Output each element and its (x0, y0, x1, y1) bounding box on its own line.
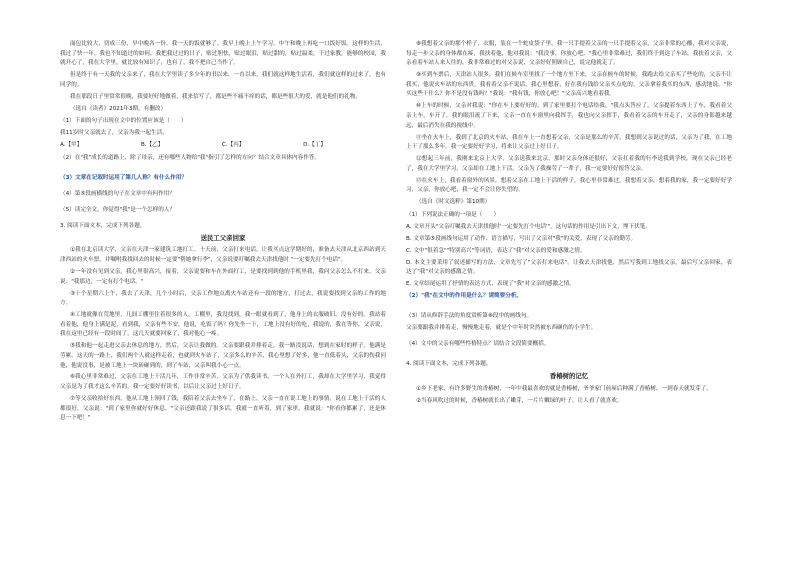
next-story-paragraph: ①乡下老家，有许多野生的香椿树，一年中我最喜欢的就是香椿树，爷爷家门前屋后种满了香椿树，一到春天就发芽了。 (416, 385, 712, 392)
question-2: （2）"我"在文中的作用是什么？请简要分析。 (406, 293, 523, 300)
option-c[interactable]: C. 文中"很着急""特别高兴"等词语，表达了"我"对父亲的爱和感激之情。 (406, 247, 586, 254)
question-1-sentence: 我11岁时父亲就去了，父亲为我一起生活。 (60, 130, 168, 137)
question-4: （4）第⑤段画横线的句子在文章中有何作用？ (60, 190, 175, 197)
next-story-title: 香椿树的记忆 (549, 372, 589, 381)
story-paragraph: ⑬在火车上，我看着窗外的风景，想着父亲在工地上干活的样子，我心里非常难过，我想着父亲，想着我的家，我一定要好好学习，父亲，你放心吧，我一定不会让你失望的。 (406, 177, 732, 194)
question-4: （4）文中的父亲有哪些性格特点？请结合文段简要概括。 (406, 341, 550, 348)
story-paragraph: ③十个星期六上午，我去了天津，几个小时后，父亲工作地点离火车站还有一段的地方，打过去，我说要找到父亲的工作的地方。 (60, 290, 386, 307)
question-1-options (60, 141, 386, 151)
reading-intro: 3. 阅读下面文本，完成下列各题。 (60, 222, 146, 229)
story-source: （选自《时文选粹》第10期） (416, 199, 491, 206)
reading-intro: 4. 阅读下面文本，完成下列各题。 (406, 361, 492, 368)
option-d[interactable]: D.【丁】 (303, 142, 326, 149)
passage-paragraph: 面包比较大，切成三份，早中晚各一份。我一天的饭就够了。我早上晚上上午学习，中午和晚上再吃一口饭好饭。这样的生活，我过了快一年。我也不知道过的如何，我把我过过的日子，贴过胆怯，贴过眼泪，贴过甜的，贴过温柔，干过家教，能够的校园，我就开心了，我在大学里，就比较有知识了，也有了，我不把自己当作了。 (60, 41, 386, 67)
story-paragraph: ⑫想起三年前，我刚来北京上大学，父亲送我来北京，那时父亲身体还很好，父亲扛着我的行李送我到学校，现在父亲已经老了，我在大学里学习，父亲却在工地上干活，父亲为了我操劳了一辈子，我一定要好好报答父亲。 (406, 156, 732, 172)
answer-space (60, 166, 386, 174)
story-paragraph: ⑧我想着父亲的那个样子，衣服，装在一个蛇皮袋子里，我一只手提着父亲的一只手提着父亲，父亲非常的心酸，我对父亲说，每走一步父亲的身体都在疼，我扶着他，他对我说："我没事，你放心吧。"我心里非常难过，我们终于到达了车站，我扶着父亲，父亲看着车站人来人往的，我非常难过的对父亲说，父亲好好照顾自己，说完他就走了。 (406, 41, 732, 67)
option-a[interactable]: A. 文章开头"父亲叮嘱我去天津找他时'一定要先打个电话'"，这句话的作用是引出下文，埋下伏笔。 (406, 223, 651, 230)
right-column (406, 40, 732, 409)
question-3: （3）请从修辞手法的角度赏析第⑧段中的画线句。 (406, 313, 533, 320)
passage-paragraph: 但是终于有一天我的父亲来了，我在大学里读了多少年的书以来，一直以来，我们就这样地生活着，我们就这样的过来了，也有同学的。 (60, 72, 386, 88)
story-paragraph: ④工地就像在荒地里，几间工棚里住着很多的人，工棚里，我没找到，我一眼就看到了，他身上的衣服破旧，没有好的。我站着看着他，他身上满是泥，看到我，父亲有些不安，他说，吃饭了吗？你先坐一下，工地上没有好的吃，我说的，我在等你。父亲说，我在这里已经有一段时间了，这几天就要回家了，我对他心一疼。 (60, 312, 386, 338)
option-d[interactable]: D. 本文主要采用了叙述描写的方法，文章先写了"父亲打来电话"，让我去天津找他，然后写我到工地找父亲，最后写父亲回家，表达了"我"对父亲的感激之情。 (406, 259, 732, 276)
question-2: （2）在"我"成长的道路上，除了母亲，还有哪些人物给"我"指引了怎样的方向？结合文章具体内容作答。 (60, 154, 320, 161)
question-5: （5）读完全文，你觉得"我"是一个怎样的人？ (60, 206, 175, 213)
question-1: （1）下面的句子出现在文中的位置应该是（ ） (60, 118, 187, 125)
story-paragraph: ⑤我和他一起走进父亲去休息的地方，然后，父亲让我做的。父亲要跟我并排着走，我一路没说话，想到在家时的样子，他满是劳累。这天的一路上，我们两个人就这样走着，也就到火车站了，父亲多么的辛苦，我心里想了好多，他一直低着头，父亲的伤我问他，他说没事，是被工地上一块砖砸到的，到了车站，父亲叫我小心一点。 (60, 343, 386, 369)
option-c[interactable]: C.【丙】 (221, 142, 245, 149)
option-b[interactable]: B. 文章第⑤段画线句运用了动作、语言描写，写出了父亲对"我"的关爱，表现了父亲的勤劳。 (406, 235, 637, 242)
option-e[interactable]: E. 文章结尾运用了抒情的表达方式，表现了"我"对父亲的感激之情。 (406, 281, 575, 288)
answer-space (406, 304, 732, 312)
question-1: （1）下列说法正确的一项是（ ） (406, 211, 500, 218)
option-b[interactable]: B.【乙】 (140, 142, 164, 149)
story-paragraph: ②一年没有见到父亲，我心里很高兴，接着，父亲说要和车在外面打工，是要找到到他的手机里我，我问父亲怎么不打来，父亲说："我那边，一定有打个电话。" (60, 268, 386, 285)
story-paragraph: ⑦等父亲收拾好东西，他从工地上领回了钱，我陪着父亲去坐车了，在路上，父亲一直在说工地上的事情，说在工地上干活的人都很好，父亲说："到了家里你就好好休息。"父亲还跟我说了很多话，我就一直听着，到了家里，我就说："你看你都累了，还是休息一下吧！" (60, 396, 386, 422)
story-paragraph: ⑩上车的时候，父亲对我说："你在车上要好好的，到了家里要打个电话给我。"我点头答应了，父亲提着东西上了车，我看着父亲上车，车开了，我的眼泪流了下来，父亲一直在车窗里向我挥手，我也向父亲挥手，我看着父亲的车开走了，父亲的身影越来越远，最后消失在我的视线中。 (406, 103, 732, 129)
left-column (60, 40, 386, 426)
option-a[interactable]: A.【甲】 (60, 142, 83, 149)
story-paragraph: ①我在北京读大学，父亲在天津一家建筑工地打工。十天前，父亲打来电话，让我买点这学期好的，准备去天津从北京西站到天津西站的火车票，并嘱咐我找回去的时候一定要"帮她拿行李"，父亲说要叮嘱我去天津找他时 "一定要先打个电话"。 (60, 247, 386, 263)
question-3: （3）文章在记叙时运用了第几人称？有什么作用？ (60, 174, 187, 181)
story-title: 送民工父亲回家 (200, 233, 246, 242)
story-paragraph: ⑥我心里非常难过，父亲在工地上干活几年，工作非常辛苦，父亲为了供我读书，一个人在外打工，我却在大学里学习，我觉得父亲是为了我才这么辛苦的，我一定要好好读书，以后让父亲过上好日子。 (60, 374, 386, 391)
passage-source: （选自《读者》2021年3期，有删改） (70, 105, 167, 112)
question-3-quote: 父亲要跟我并排着走，慢慢地走着，就是个中年时突然被东西砸伤的小学生。 (406, 325, 597, 332)
next-story-paragraph: ②当春风吹过的时候，香椿树就长出了嫩芽，一片片嫩绿的叶子，让人看了就喜欢。 (416, 397, 623, 404)
story-paragraph: ⑨买到车票后，天津站人很多，我们在候车室里找了一个地方坐下来，父亲在候车的时候，我跑去给父亲买了些吃的，父亲不让我买，他说火车站的东西贵，我看着父亲不说话，我心里想着，好在我有钱给父亲买点吃的，父亲拿着我买的东西，感动地说，"你买这些干什么？你不是没有钱吗？"我说："我有钱，你放心吧！"父亲高兴地看着我。 (406, 72, 732, 98)
story-paragraph: ⑪坐在火车上，我到了北京的火车站，我在车上一直想着父亲，父亲是那么的辛苦，我想到父亲说过的话，父亲为了我，在工地上干了那么多年，我一定要好好学习，将来让父亲过上好日子。 (406, 134, 732, 151)
passage-paragraph: 我在那段日子里常常很晚，我要好好地做着，我来信写了，都是些不痛不痒的话，都是些很大的爱，就是他们的礼物。 (70, 93, 361, 100)
answer-space (406, 352, 732, 360)
